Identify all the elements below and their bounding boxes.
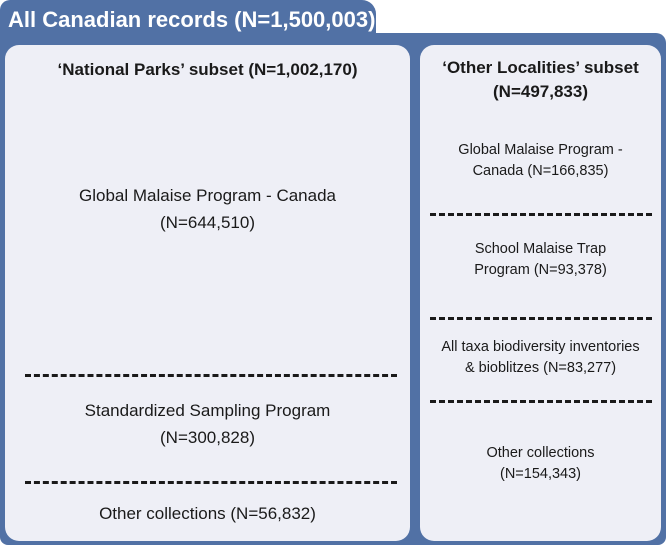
right-entry-line: Program (N=93,378) (474, 262, 607, 278)
right-entry-line: All taxa biodiversity inventories (441, 339, 640, 355)
left-entry-global-malaise (5, 182, 410, 236)
left-entry-line: Other collections (N=56,832) (99, 504, 316, 523)
left-entry-line: Standardized Sampling Program (84, 401, 331, 420)
national-parks-panel (5, 45, 410, 541)
right-entry-global-malaise (420, 140, 661, 182)
right-entry-line: Global Malaise Program - (458, 142, 623, 158)
other-localities-panel (420, 45, 661, 541)
dashed-divider (430, 317, 652, 320)
right-entry-line: Other collections (486, 445, 595, 461)
left-entry-line: Global Malaise Program - Canada (78, 186, 336, 205)
diagram-title: All Canadian records (N=1,500,003) (8, 7, 376, 32)
title-tab (0, 0, 376, 50)
dashed-divider (25, 481, 397, 484)
right-entry-line: (N=154,343) (499, 466, 581, 482)
right-entry-bioblitzes (420, 337, 661, 379)
left-entry-other-collections (5, 500, 410, 527)
left-entry-standardized-sampling (5, 397, 410, 451)
right-entry-line: Canada (N=166,835) (472, 163, 609, 179)
national-parks-title: ‘National Parks’ subset (N=1,002,170) (57, 60, 358, 79)
dashed-divider (430, 213, 652, 216)
right-entry-line: School Malaise Trap (474, 241, 607, 257)
right-entry-school-malaise (420, 239, 661, 281)
other-localities-title-line: ‘Other Localities’ subset (442, 58, 639, 77)
right-entry-line: & bioblitzes (N=83,277) (464, 360, 617, 376)
left-entry-line: (N=300,828) (160, 428, 255, 447)
other-localities-title-line: (N=497,833) (493, 82, 588, 101)
left-entry-line: (N=644,510) (160, 213, 255, 232)
dashed-divider (430, 400, 652, 403)
right-entry-other-collections (420, 443, 661, 485)
dashed-divider (25, 374, 397, 377)
other-localities-title (420, 56, 661, 104)
